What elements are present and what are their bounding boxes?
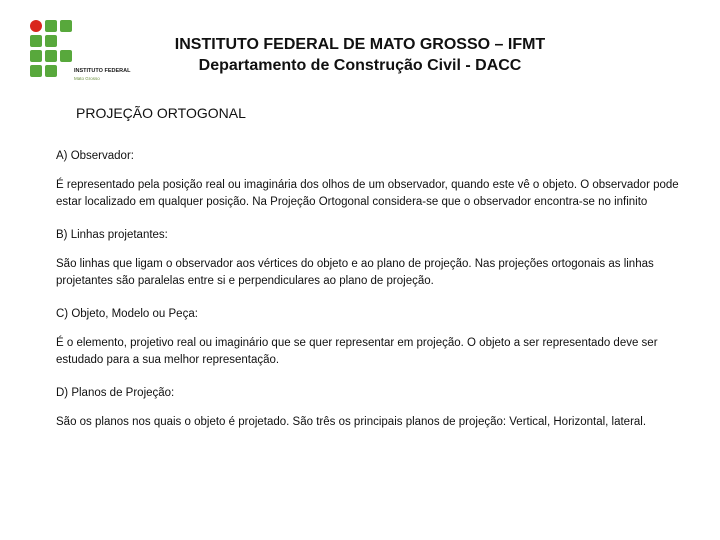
logo-square [30, 35, 42, 47]
section-title: PROJEÇÃO ORTOGONAL [76, 105, 246, 121]
item-body: São linhas que ligam o observador aos vértices do objeto e ao plano de projeção. Nas projeções ortogonais as linhas projetantes são paralelas entre si e perpendiculares ao plano de projeção. [56, 258, 654, 287]
item-heading: B) Linhas projetantes: [56, 229, 168, 241]
logo-square [30, 65, 42, 77]
item-heading: D) Planos de Projeção: [56, 387, 175, 399]
item-body: São os planos nos quais o objeto é projetado. São três os principais planos de projeção: Vertical, Horizontal, lateral. [56, 416, 647, 428]
logo-square [30, 50, 42, 62]
item-heading: A) Observador: [56, 150, 134, 162]
logo-square [45, 65, 57, 77]
logo-square [45, 50, 57, 62]
logo-subtext: Mato Grosso [74, 76, 100, 81]
logo-square-red [30, 20, 42, 32]
logo-square [45, 20, 57, 32]
content-body [56, 148, 686, 447]
header-institution: INSTITUTO FEDERAL DE MATO GROSSO – IFMT [174, 36, 546, 53]
header-department: Departamento de Construção Civil - DACC [198, 57, 522, 74]
logo-text: INSTITUTO FEDERAL [74, 68, 131, 74]
item-body: É o elemento, projetivo real ou imaginário que se quer representar em projeção. O objeto a ser representado deve ser estudado para a sua melhor representação. [56, 337, 658, 366]
logo-square [45, 35, 57, 47]
item-heading: C) Objeto, Modelo ou Peça: [56, 308, 198, 320]
page-header [120, 34, 600, 76]
item-body: É representado pela posição real ou imaginária dos olhos de um observador, quando este vê o objeto. O observador pode estar localizado em qualquer posição. Na Projeção Ortogonal considera-se que o observador encontra-se no infinito [56, 179, 679, 208]
logo-square [60, 20, 72, 32]
logo-square [60, 50, 72, 62]
